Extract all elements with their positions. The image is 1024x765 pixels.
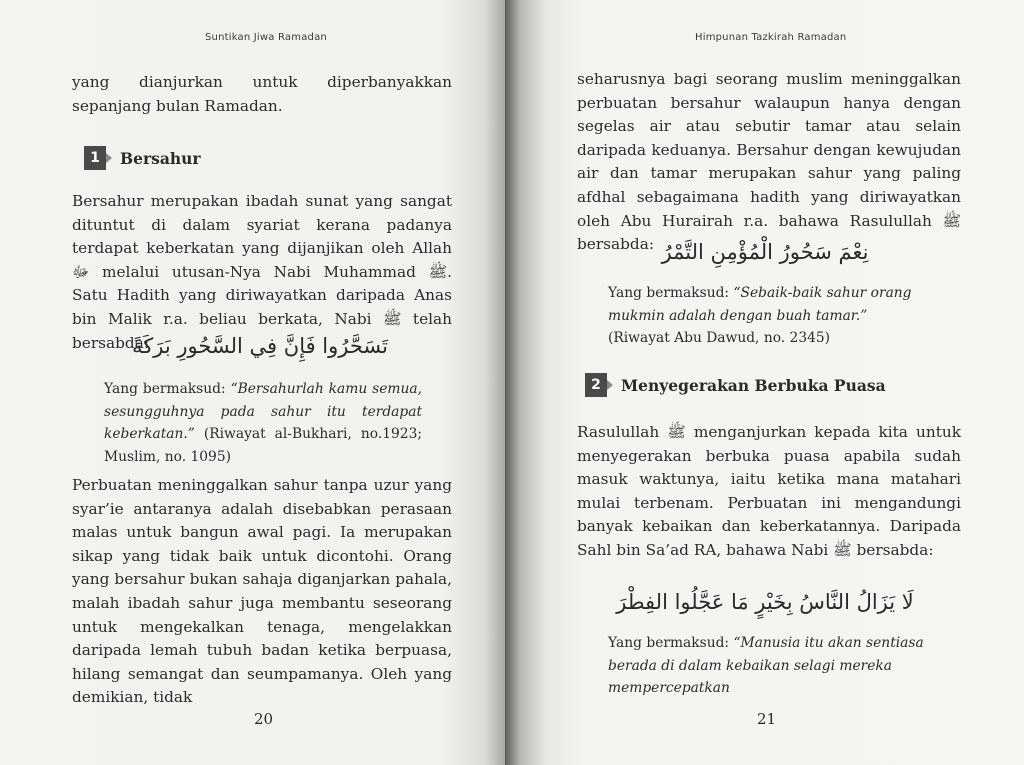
- running-head-right: Himpunan Tazkirah Ramadan: [695, 32, 847, 43]
- left-paragraph-1: yang dianjurkan untuk diperbanyakkan sepanjang bulan Ramadan.: [72, 73, 452, 115]
- translation-prefix: Yang bermaksud:: [104, 381, 231, 397]
- arabic-hadith-2: نِعْمَ سَحُورُ الْمُؤْمِنِ التَّمْرُ: [661, 240, 869, 264]
- right-page: [505, 0, 1024, 765]
- hadith-translation-1: [104, 378, 422, 468]
- left-paragraph-3: Perbuatan meninggalkan sahur tanpa uzur yang syar’ie antaranya adalah disebabkan perasaan malas untuk bangun awal pagi. Ia merupakan sikap yang tidak baik untuk dicontohi. Orang yang bersahur bukan sahaja diganjarkan pahala, malah ibadah sahur juga membantu seseorang untuk mengekalkan tenaga, mengelakkan daripada lemah tubuh badan ketika berpuasa, hilang semangat dan seumpamanya. Oleh yang demikian, tidak: [72, 476, 452, 707]
- left-page: [0, 0, 505, 765]
- translation-quote: “Sebaik-baik sahur orang mukmin adalah dengan buah tamar.”: [608, 285, 912, 324]
- arabic-hadith-1: تَسَحَّرُوا فَإِنَّ فِي السَّحُورِ بَرَكَةً: [132, 334, 388, 358]
- right-paragraph-2: Rasulullah ﷺ menganjurkan kepada kita untuk menyegerakan berbuka puasa apabila sudah masuk waktunya, iaitu ketika mana matahari mulai terbenam. Perbuatan ini mengandungi banyak kebaikan dan keberkatannya. Daripada Sahl bin Sa’ad RA, bahawa Nabi ﷺ bersabda:: [577, 423, 961, 559]
- translation-prefix: Yang bermaksud:: [608, 635, 734, 651]
- hadith-translation-3: [608, 632, 928, 700]
- arabic-hadith-3: لَا يَزَالُ النَّاسُ بِخَيْرٍ مَا عَجَّلُوا الفِطْرَ: [616, 590, 914, 614]
- page-number-right: 21: [757, 710, 777, 728]
- translation-prefix: Yang bermaksud:: [608, 285, 734, 301]
- left-paragraph-2: Bersahur merupakan ibadah sunat yang sangat dituntut di dalam syariat kerana padanya terdapat keberkatan yang dijanjikan oleh Allah ﷻ melalui utusan-Nya Nabi Muhammad ﷺ. Satu Hadith yang diriwayatkan daripada Anas bin Malik r.a. beliau berkata, Nabi ﷺ telah bersabda:: [72, 192, 452, 352]
- translation-quote: “Bersahurlah kamu semua, sesungguhnya pada sahur itu terdapat keberkatan.”: [104, 381, 422, 442]
- section-title: Bersahur: [120, 148, 201, 168]
- hadith-translation-2: [608, 282, 928, 350]
- translation-source: (Riwayat Abu Dawud, no. 2345): [608, 330, 831, 346]
- section-title: Menyegerakan Berbuka Puasa: [621, 375, 886, 395]
- page-number-left: 20: [254, 710, 274, 728]
- section-number-badge: 1: [84, 146, 106, 170]
- section-number-badge: 2: [585, 373, 607, 397]
- right-paragraph-1: seharusnya bagi seorang muslim meninggalkan perbuatan bersahur walaupun hanya dengan segelas air atau sebutir tamar atau selain daripada keduanya. Bersahur dengan kewujudan air dan tamar merupakan sahur yang paling afdhal sebagaimana hadith yang diriwayatkan oleh Abu Hurairah r.a. bahawa Rasulullah ﷺ bersabda:: [577, 70, 961, 254]
- translation-quote: “Manusia itu akan sentiasa berada di dalam kebaikan selagi mereka mempercepatkan: [608, 635, 924, 696]
- running-head-left: Suntikan Jiwa Ramadan: [205, 32, 327, 43]
- section-heading-2: [585, 373, 886, 397]
- section-heading-1: [84, 146, 201, 170]
- translation-source: (Riwayat al-Bukhari, no.1923; Muslim, no. 1095): [104, 426, 422, 465]
